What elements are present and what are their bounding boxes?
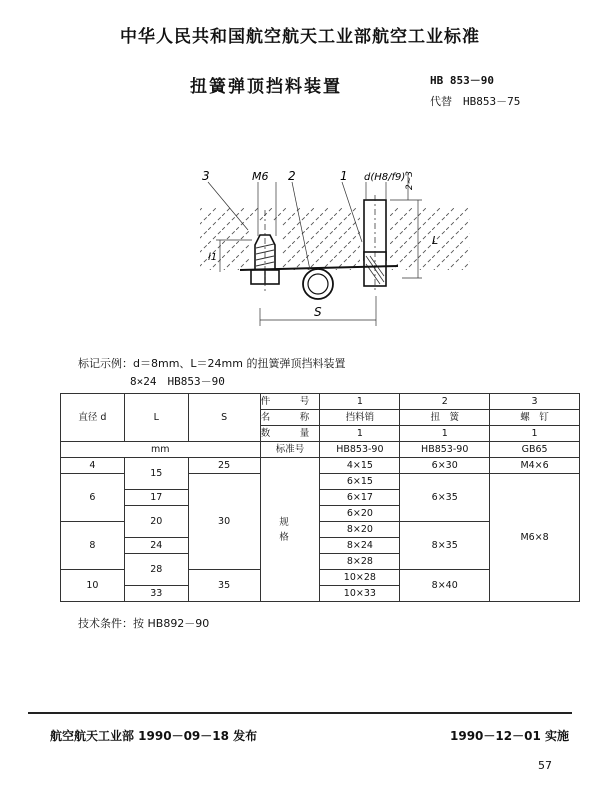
cell: 扭 簧	[400, 410, 490, 426]
cell: 8×35	[400, 522, 490, 570]
cell: 6×35	[400, 474, 490, 522]
cell: 25	[188, 458, 260, 474]
cell: 8	[61, 522, 125, 570]
cell: 15	[124, 458, 188, 490]
header-quantity: 数 量	[260, 426, 320, 442]
cell: HB853-90	[400, 442, 490, 458]
organization-title: 中华人民共和国航空航天工业部航空工业标准	[120, 27, 480, 47]
spec-label: 规 格	[260, 458, 320, 602]
cell: 6×15	[320, 474, 400, 490]
cell: 8×28	[320, 554, 400, 570]
table-row	[61, 442, 580, 458]
page-number: 57	[538, 759, 552, 772]
cell: GB65	[490, 442, 580, 458]
label-chamfer: 2~3	[405, 171, 415, 190]
cell: 1	[490, 426, 580, 442]
cell: 17	[124, 490, 188, 506]
standard-number: HB 853－90	[430, 74, 494, 87]
cell: 1	[320, 394, 400, 410]
cell: M4×6	[490, 458, 580, 474]
cell: 28	[124, 554, 188, 586]
cell: 6×30	[400, 458, 490, 474]
document-title: 扭簧弹顶挡料装置	[190, 77, 342, 97]
marking-example: 标记示例：d＝8mm、L＝24mm 的扭簧弹顶挡料装置	[78, 357, 346, 370]
cell: 2	[400, 394, 490, 410]
assembly-drawing	[180, 160, 480, 340]
implementation-date: 1990－12－01 实施	[450, 729, 569, 743]
cell: 33	[124, 586, 188, 602]
cell: M6×8	[490, 474, 580, 602]
die-plate-hatch	[200, 208, 470, 270]
label-part2: 2	[288, 169, 296, 183]
cell: 30	[188, 474, 260, 570]
specification-table	[60, 393, 580, 602]
header-standard: 标准号	[260, 442, 320, 458]
label-part3: 3	[202, 169, 210, 183]
table-row	[61, 394, 580, 410]
label-length-l1: l1	[208, 252, 218, 263]
header-part-no: 件 号	[260, 394, 320, 410]
cell: 24	[124, 538, 188, 554]
cell: 8×40	[400, 570, 490, 602]
label-part1: 1	[340, 169, 348, 183]
label-fit-d: d(H8/f9)	[364, 172, 406, 183]
technical-conditions: 技术条件：按 HB892－90	[78, 617, 210, 630]
cell: 10	[61, 570, 125, 602]
label-length-L: L	[432, 234, 439, 247]
publisher-date: 航空航天工业部 1990－09－18 发布	[50, 729, 258, 743]
cell: 10×28	[320, 570, 400, 586]
cell: HB853-90	[320, 442, 400, 458]
cell: 6×20	[320, 506, 400, 522]
cell: 8×24	[320, 538, 400, 554]
replaces-standard: 代替 HB853－75	[430, 95, 521, 108]
cell: 1	[400, 426, 490, 442]
cell: 4×15	[320, 458, 400, 474]
cell: 10×33	[320, 586, 400, 602]
cell: 20	[124, 506, 188, 538]
header-S: S	[188, 394, 260, 442]
table-row	[61, 458, 580, 474]
unit-cell: mm	[61, 442, 261, 458]
cell: 35	[188, 570, 260, 602]
cell: 6	[61, 474, 125, 522]
label-spacing-S: S	[314, 305, 322, 319]
cell: 螺 钉	[490, 410, 580, 426]
header-diameter: 直径 d	[61, 394, 125, 442]
cell: 4	[61, 458, 125, 474]
label-m6: M6	[252, 170, 269, 183]
cell: 6×17	[320, 490, 400, 506]
header-L: L	[124, 394, 188, 442]
marking-code: 8×24 HB853－90	[130, 375, 225, 388]
cell: 3	[490, 394, 580, 410]
cell: 1	[320, 426, 400, 442]
cell: 8×20	[320, 522, 400, 538]
cell: 挡料销	[320, 410, 400, 426]
footer-divider	[28, 712, 572, 714]
header-name: 名 称	[260, 410, 320, 426]
